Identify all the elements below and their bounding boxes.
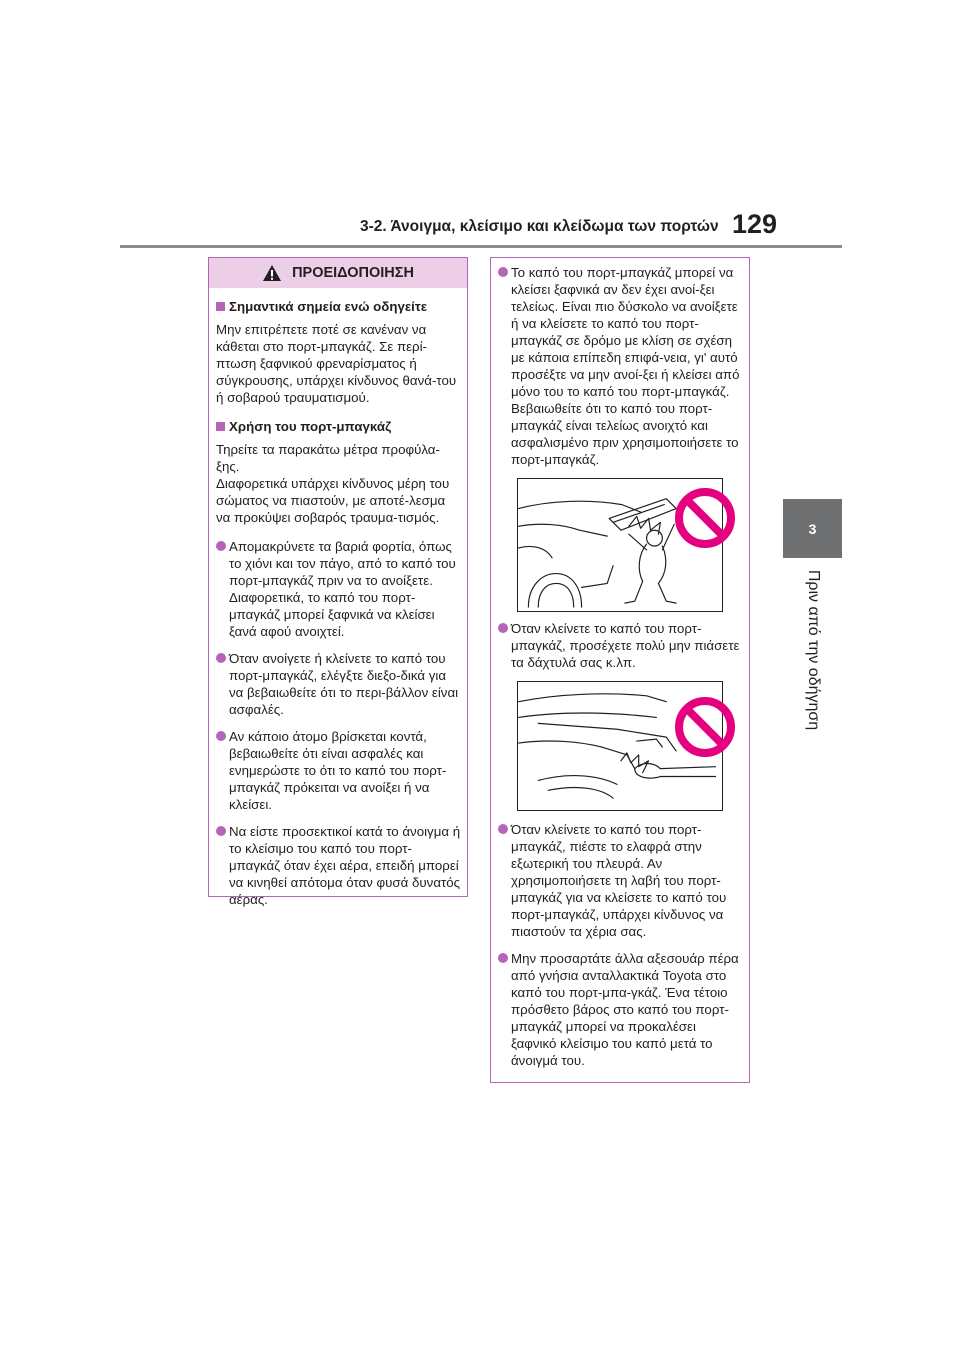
round-bullet-icon	[216, 653, 226, 663]
list-item-text: Όταν κλείνετε το καπό του πορτ-μπαγκάζ, πιέστε το ελαφρά στην εξωτερική του πλευρά. Αν χρησιμοποιήσετε τη λαβή του πορτ-μπαγκάζ για να κλείσετε το καπό του πορτ-μπαγκάζ, υπάρχει κίνδυνος να πιαστούν τα χέρια σας.	[511, 822, 727, 939]
page-number: 129	[732, 209, 778, 239]
round-bullet-icon	[498, 824, 508, 834]
list-item-text: Όταν κλείνετε το καπό του πορτ-μπαγκάζ, προσέχετε πολύ μην πιάσετε τα δάχτυλά σας κ.λπ.	[511, 621, 740, 670]
subheading-text: Χρήση του πορτ-μπαγκάζ	[229, 419, 392, 434]
warning-title: ΠΡΟΕΙΔΟΠΟΙΗΣΗ	[292, 265, 414, 281]
list-item	[498, 620, 743, 671]
warning-box	[208, 257, 468, 907]
list-item	[498, 264, 743, 468]
warning-paragraph: Μην επιτρέπετε ποτέ σε κανέναν να κάθεται στο πορτ-μπαγκάζ. Σε περί-πτωση ξαφνικού φρεναρίσματος ή σύγκρουσης, υπάρχει κίνδυνος θανά-του ή σοβαρού τραυματισμού.	[216, 322, 457, 405]
round-bullet-icon	[498, 623, 508, 633]
list-item-text: Να είστε προσεκτικοί κατά το άνοιγμα ή το κλείσιμο του καπό του πορτ-μπαγκάζ όταν έχει αέρα, επειδή μπορεί να κινηθεί απότομα όταν φυσά δυνατός αέρας.	[229, 824, 461, 907]
list-item-text: Αν κάποιο άτομο βρίσκεται κοντά, βεβαιωθείτε ότι είναι ασφαλές και ενημερώστε το ότι το καπό του πορτ-μπαγκάζ πρόκειται να ανοίξει ή να κλείσει.	[229, 729, 447, 812]
warning-paragraph: Τηρείτε τα παρακάτω μέτρα προφύλα-ξης. Διαφορετικά υπάρχει κίνδυνος μέρη του σώματος να πιαστούν, με αποτέ-λεσμα να προκύψει σοβαρός τραυμα-τισμός.	[216, 442, 450, 525]
header-rule	[120, 245, 842, 248]
continuation-content	[491, 258, 749, 1069]
list-item	[216, 823, 461, 908]
square-bullet-icon	[216, 302, 225, 311]
chapter-tab	[783, 499, 842, 558]
list-item-text: Το καπό του πορτ-μπαγκάζ μπορεί να κλείσει ξαφνικά αν δεν έχει ανοί-ξει τελείως. Είναι πιο δύσκολο να ανοίξετε ή να κλείσετε το καπό του πορτ-μπαγκάζ σε δρόμο με κλίση σε σχέση με κάποια επίπεδη επιφά-νεια, γι' αυτό προσέξτε να μην ανοί-ξει ή κλείσει από μόνο του το καπό του πορτ-μπαγκάζ. Βεβαιωθείτε ότι το καπό του πορτ-μπαγκάζ είναι τελείως ανοιχτό και ασφαλισμένο πριν χρησιμοποιήσετε το πορτ-μπαγκάζ.	[511, 265, 740, 467]
chapter-label: Πριν από την οδήγηση	[805, 569, 822, 731]
round-bullet-icon	[216, 541, 226, 551]
chapter-number: 3	[808, 520, 817, 537]
list-item	[498, 950, 743, 1069]
round-bullet-icon	[216, 731, 226, 741]
warning-continuation-box	[490, 257, 750, 1083]
list-item	[216, 728, 461, 813]
square-bullet-icon	[216, 422, 225, 431]
prohibition-sign-icon	[674, 487, 736, 549]
list-item-text: Όταν ανοίγετε ή κλείνετε το καπό του πορτ-μπαγκάζ, ελέγξτε διεξο-δικά για να βεβαιωθείτε ότι το περι-βάλλον είναι ασφαλές.	[229, 651, 459, 717]
prohibition-sign-icon	[674, 696, 736, 758]
list-item	[498, 821, 743, 940]
warning-header	[209, 258, 467, 288]
list-item	[216, 650, 461, 718]
list-item-text: Απομακρύνετε τα βαριά φορτία, όπως το χιόνι και τον πάγο, από το καπό του πορτ-μπαγκάζ πριν να το ανοίξετε. Διαφορετικά, το καπό του πορτ-μπαγκάζ μπορεί ξαφνικά να κλείσει ξανά αφού ανοιχτεί.	[229, 539, 456, 639]
section-title: 3-2. Άνοιγμα, κλείσιμο και κλείδωμα των πορτών	[360, 218, 719, 235]
round-bullet-icon	[216, 826, 226, 836]
warning-triangle-icon	[262, 264, 282, 282]
warning-subheading	[216, 418, 461, 435]
round-bullet-icon	[498, 267, 508, 277]
subheading-text: Σημαντικά σημεία ενώ οδηγείτε	[229, 299, 428, 314]
warning-content	[209, 288, 467, 908]
round-bullet-icon	[498, 953, 508, 963]
warning-subheading	[216, 298, 461, 315]
list-item	[216, 538, 461, 640]
list-item-text: Μην προσαρτάτε άλλα αξεσουάρ πέρα από γνήσια ανταλλακτικά Toyota στο καπό του πορτ-μπα-γκάζ. Ένα τέτοιο πρόσθετο βάρος στο καπό του πορτ-μπαγκάζ μπορεί να προκαλέσει ξαφνικό κλείσιμο του καπό μετά το άνοιγμά του.	[511, 951, 739, 1068]
